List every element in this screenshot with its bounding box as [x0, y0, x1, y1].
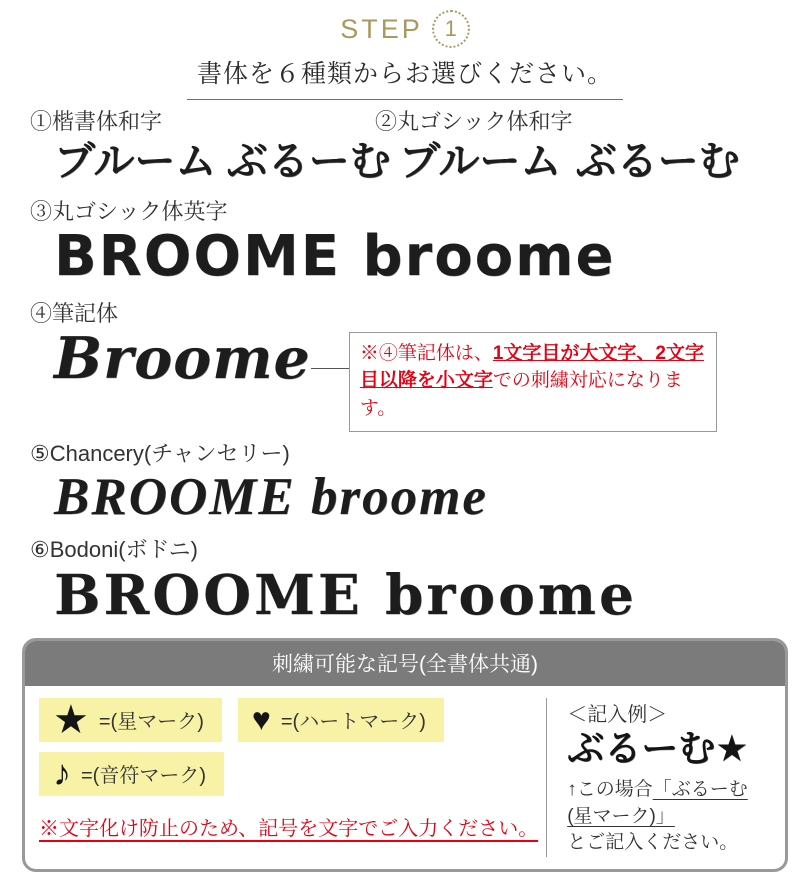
script-note-box: [349, 332, 717, 432]
symbol-chip-star: [39, 698, 222, 742]
step-number: 1: [444, 16, 457, 41]
step-label: STEP: [340, 13, 423, 44]
entry-example: [547, 698, 773, 857]
font-sample-script: Broome: [54, 325, 311, 393]
script-note-suffix: での刺繍対応になります。: [359, 370, 683, 419]
entry-example-title: ＜記入例＞: [567, 703, 668, 726]
font-label: ②丸ゴシック体和字: [375, 109, 573, 134]
symbol-label: =(ハートマーク): [280, 711, 426, 733]
script-note-emphasis: 1文字目が大文字、2文字目以降を小文字: [359, 342, 704, 392]
caption-suffix: とご記入ください。: [567, 832, 739, 854]
title-area: [0, 54, 810, 100]
symbol-chip-music-note: [39, 752, 224, 796]
step-number-badge: [432, 10, 470, 48]
font-option-maru-gothic-jp: [375, 108, 780, 184]
font-label: ①楷書体和字: [30, 109, 163, 134]
symbol-label: =(音符マーク): [81, 765, 206, 787]
symbols-panel: [22, 638, 788, 872]
symbol-chips: [39, 698, 538, 796]
font-sample-maru-gothic-jp: ブルーム ぶるーむ: [399, 136, 740, 185]
symbols-panel-body: [25, 686, 785, 869]
caption-prefix: ↑この場合: [567, 779, 653, 801]
font-option-chancery: [30, 440, 780, 527]
font-option-kaisho: [30, 108, 391, 184]
music-note-icon: ♪: [53, 752, 71, 794]
font-option-bodoni: [30, 536, 780, 625]
heart-icon: ♥: [251, 701, 271, 738]
callout-connector-line: [311, 368, 349, 369]
script-note-prefix: ※④筆記体は、: [359, 342, 493, 364]
entry-example-sample: ぶるーむ★: [567, 726, 749, 770]
symbol-label: =(星マーク): [98, 711, 204, 733]
font-option-maru-gothic-en: [30, 198, 780, 288]
symbols-panel-title: 刺繍可能な記号(全書体共通): [25, 641, 785, 686]
caption-quoted-text: 「ぶるーむ(星マーク)」: [567, 779, 748, 827]
font-sample-kaisho: ブルーム ぶるーむ: [54, 137, 391, 184]
entry-example-caption: [567, 777, 773, 857]
font-list: [0, 100, 810, 626]
font-option-script: [30, 300, 311, 391]
font-label: ⑤Chancery(チャンセリー): [30, 440, 290, 466]
font-label: ④筆記体: [30, 300, 119, 326]
symbols-list: [39, 698, 547, 857]
font-row-4: [30, 300, 780, 432]
star-icon: ★: [53, 697, 89, 742]
font-sample-chancery: BROOME broome: [54, 468, 488, 527]
font-label: ⑥Bodoni(ボドニ): [30, 537, 198, 563]
page-title: 書体を６種類からお選びください。: [187, 54, 623, 100]
symbol-chip-heart: [238, 698, 444, 742]
font-sample-bodoni: BROOME broome: [54, 562, 637, 627]
step-header: [0, 0, 810, 48]
mojibake-warning: ※文字化け防止のため、記号を文字でご入力ください。: [39, 817, 539, 840]
font-row-1-2: [30, 108, 780, 184]
font-sample-maru-gothic-en: BROOME broome: [54, 224, 616, 290]
font-label: ③丸ゴシック体英字: [30, 198, 228, 224]
